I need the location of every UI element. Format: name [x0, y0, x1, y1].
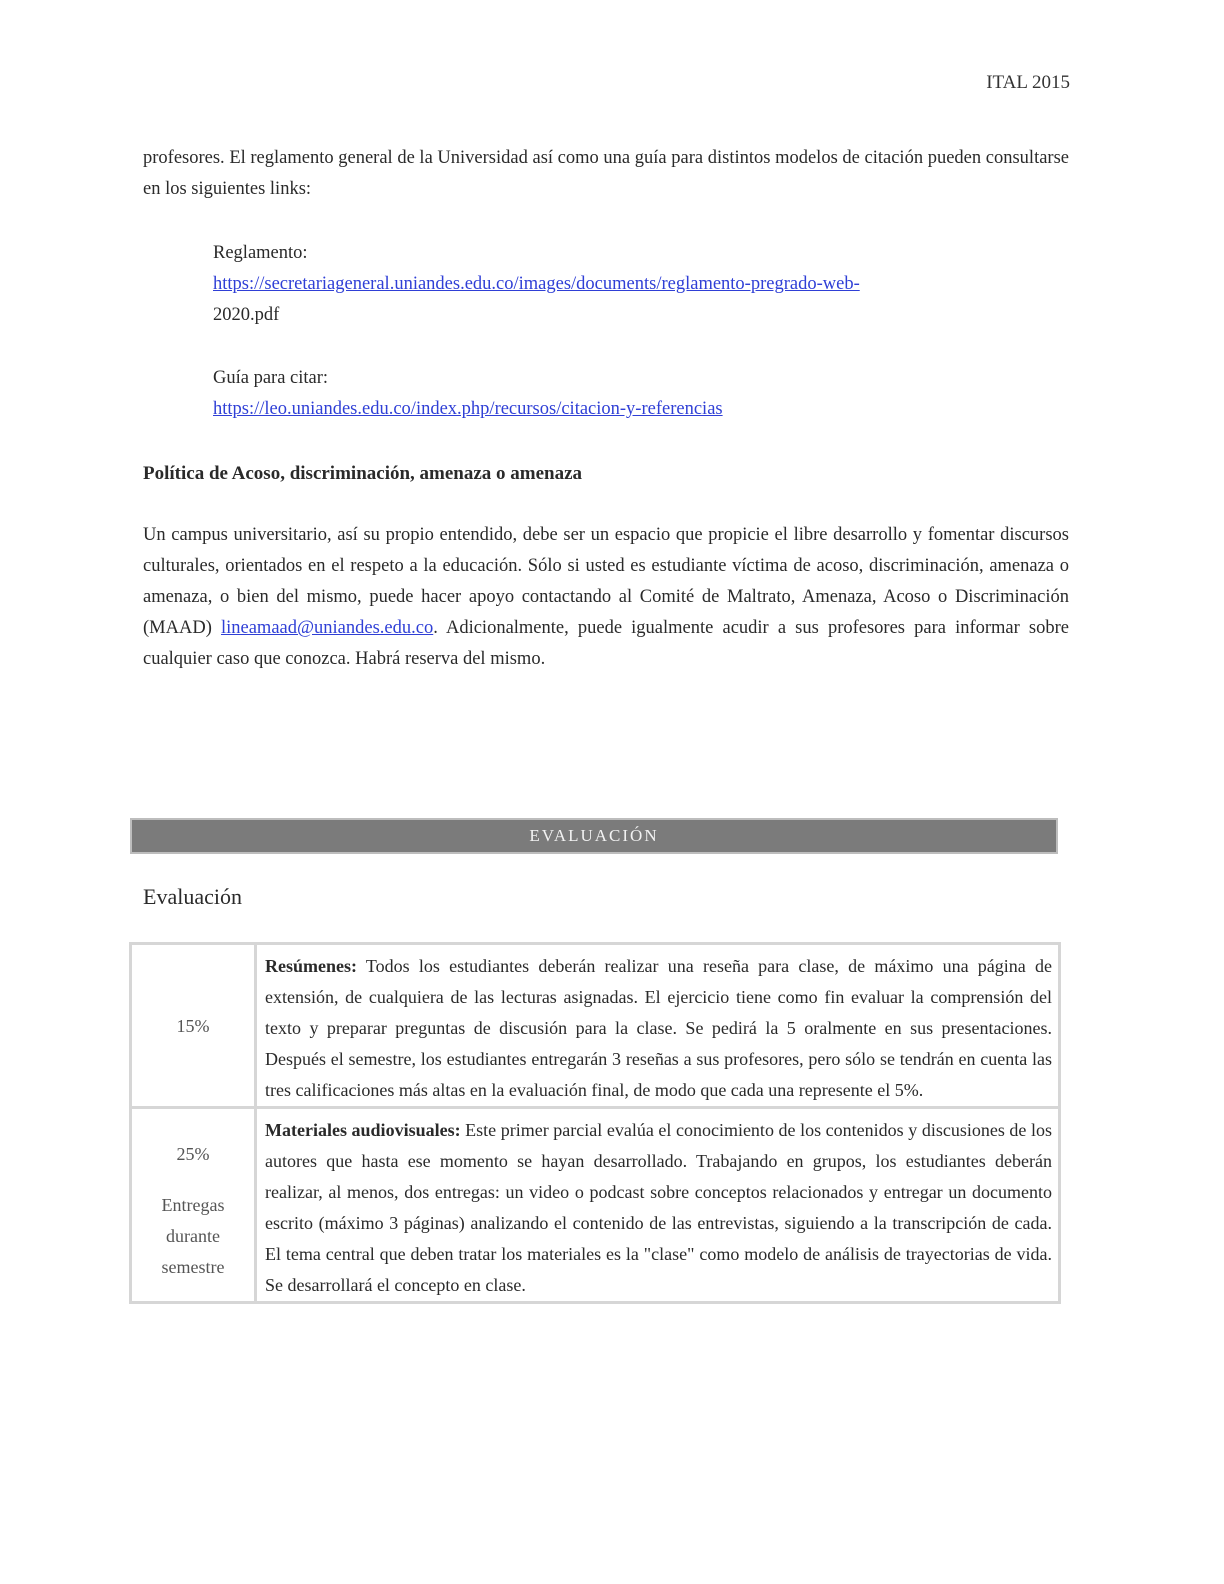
item-text: Todos los estudiantes deberán realizar una reseña para clase, de máximo una página de extensión, de cualquiera de las lecturas asignadas. El ejercicio tiene como fin evaluar la comprensión del texto y preparar preguntas de discusión para la clase. Se pedirá la 5 oralmente en sus presentaciones. Después el semestre, los estudiantes entregarán 3 reseñas a sus profesores, pero sólo se tendrán en cuenta las tres calificaciones más altas en la evaluación final, de modo que cada una represente el 5%. [265, 956, 1052, 1100]
percent-cell [131, 944, 256, 1108]
section-heading: Política de Acoso, discriminación, amenaza o amenaza [143, 463, 583, 484]
percent-note: Entregas durante semestre [161, 1195, 225, 1277]
policy-paragraph [143, 520, 1069, 675]
percent-cell [131, 1108, 256, 1303]
intro-paragraph: profesores. El reglamento general de la Universidad así como una guía para distintos modelos de citación pueden consultarse en los siguientes links: [143, 148, 1069, 199]
item-title: Materiales audiovisuales: [265, 1120, 461, 1140]
item-text: Este primer parcial evalúa el conocimiento de los contenidos y discusiones de los autores que hasta ese momento se hayan desarrollado. Trabajando en grupos, los estudiantes deberán realizar, al menos, dos entregas: un video o podcast sobre conceptos relacionados y entregar un documento escrito (máximo 3 páginas) analizando el contenido de las entrevistas, siguiendo a la transcripción de cada. El tema central que deben tratar los materiales es la "clase" como modelo de análisis de trayectorias de vida. Se desarrollará el concepto en clase. [265, 1120, 1052, 1295]
reference-label: Guía para citar: [213, 368, 329, 388]
maad-email-link[interactable]: lineamaad@uniandes.edu.co [220, 618, 434, 638]
percent-value: 25% [176, 1144, 210, 1164]
reglamento-link[interactable]: https://secretariageneral.uniandes.edu.co/images/documents/reglamento-pregrado-web- [213, 274, 860, 294]
reference-citation-guide [213, 363, 1053, 425]
table-row [131, 1108, 1060, 1303]
description-cell [256, 1108, 1060, 1303]
citation-guide-link[interactable]: https://leo.uniandes.edu.co/index.php/recursos/citacion-y-referencias [213, 399, 723, 419]
reference-url-continuation: 2020.pdf [213, 305, 280, 325]
reference-reglamento [213, 238, 1053, 331]
description-cell [256, 944, 1060, 1108]
course-code-header: ITAL 2015 [986, 72, 1070, 93]
policy-text: Un campus universitario, así su propio entendido, debe ser un espacio que propicie el libre desarrollo y fomentar discursos culturales, orientados en el respeto a la educación. Sólo si usted es estudiante víctima de acoso, discriminación, amenaza o amenaza, o bien del mismo, puede hacer apoyo contactando al Comité de Maltrato, Amenaza, Acoso o Discriminación (MAAD) [143, 525, 1069, 638]
evaluation-banner: EVALUACIÓN [130, 818, 1058, 854]
policy-text-continued: . Adicionalmente, puede igualmente acudir a sus profesores para informar sobre cualquier caso que conozca. Habrá reserva del mismo. [143, 618, 1069, 669]
reference-label: Reglamento: [213, 243, 308, 263]
percent-value: 15% [176, 1016, 210, 1036]
evaluation-table [129, 942, 1061, 1304]
evaluation-heading: Evaluación [143, 884, 242, 909]
table-row [131, 944, 1060, 1108]
item-title: Resúmenes: [265, 956, 357, 976]
